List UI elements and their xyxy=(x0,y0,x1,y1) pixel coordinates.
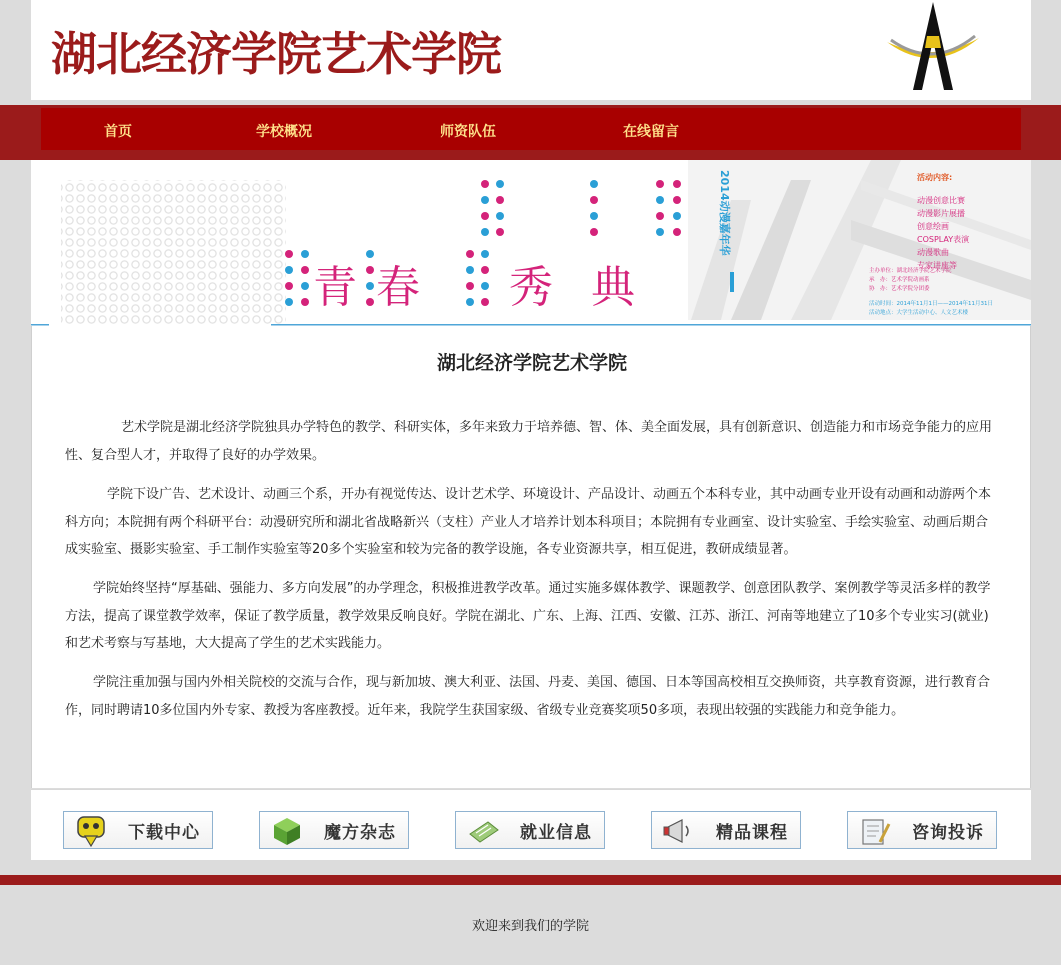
banner-activity-heading: 活动内容: xyxy=(917,173,953,182)
site-header xyxy=(31,0,1031,100)
footer-text: 欢迎来到我们的学院 xyxy=(471,919,589,934)
banner-vertical-title: 2014动漫嘉年华 xyxy=(718,170,731,256)
nav-item-message[interactable]: 在线留言 xyxy=(623,124,679,140)
banner-time: 活动时间：2014年11月1日——2014年11月31日 xyxy=(869,301,993,307)
consult-complaint-button[interactable] xyxy=(847,811,997,849)
nav-item-faculty[interactable]: 师资队伍 xyxy=(440,124,496,140)
banner-activity-5: 动漫歌曲 xyxy=(917,248,949,257)
banner-organizer-1: 主办单位：湖北经济学院艺术学院 xyxy=(869,268,952,274)
banner-activity-3: 创意绘画 xyxy=(917,222,949,231)
banner-organizer-3: 协 办：艺术学院分团委 xyxy=(869,286,930,292)
quality-course-button[interactable] xyxy=(651,811,801,849)
main-nav xyxy=(41,108,1021,150)
document-icon xyxy=(466,814,500,848)
banner-char-3: 秀 xyxy=(509,262,553,313)
banner-char-1: 青 xyxy=(313,262,357,313)
employment-info-button[interactable] xyxy=(455,811,605,849)
magic-cube-icon xyxy=(270,814,304,848)
download-center-label: 下载中心 xyxy=(128,823,200,843)
banner-char-2: 春 xyxy=(376,262,420,313)
banner-place: 活动地点：大学生活动中心、人文艺术楼 xyxy=(869,310,969,316)
school-logo-icon xyxy=(883,0,983,92)
consult-complaint-label: 咨询投诉 xyxy=(912,823,984,843)
quality-course-label: 精品课程 xyxy=(716,823,788,843)
banner-activity-6: 专家讲座等 xyxy=(917,261,957,270)
megaphone-icon xyxy=(662,814,696,848)
content-paragraph: 学院注重加强与国内外相关院校的交流与合作，现与新加坡、澳大利亚、法国、丹麦、美国、德国、日本等国高校相互交换师资，共享教育资源，进行教育合作，同时聘请10多位国内外专家、教授为客座教授。近年来，我院学生获国家级、省级专业竞赛奖项50多项，表现出较强的实践能力和竞争能力。 xyxy=(65,675,991,718)
site-title: 湖北经济学院艺术学院 xyxy=(51,27,501,81)
magic-cube-magazine-button[interactable] xyxy=(259,811,409,849)
main-content xyxy=(31,326,1031,788)
quick-links xyxy=(31,789,1031,860)
banner-organizer-2: 承 办：艺术学院动画系 xyxy=(869,277,930,283)
banner-char-4: 典 xyxy=(591,262,635,313)
download-icon xyxy=(74,814,108,848)
content-paragraph: 学院下设广告、艺术设计、动画三个系，开办有视觉传达、设计艺术学、环境设计、产品设计、动画五个本科专业，其中动画专业开设有动画和动游两个本科方向；本院拥有两个科研平台：动漫研究所和湖北省战略新兴（支柱）产业人才培养计划本科项目；本院拥有专业画室、设计实验室、手绘实验室、动画后期合成实验室、摄影实验室、手工制作实验室等20多个实验室和较为完备的教学设施，各专业资源共享，相互促进，教研成绩显著。 xyxy=(65,487,992,557)
content-paragraph: 艺术学院是湖北经济学院独具办学特色的教学、科研实体，多年来致力于培养德、智、体、美全面发展，具有创新意识、创造能力和市场竞争能力的应用性、复合型人才，并取得了良好的办学效果。 xyxy=(65,420,993,463)
banner-activity-4: COSPLAY表演 xyxy=(917,235,970,244)
banner-graphic xyxy=(31,160,1031,326)
banner-activity-2: 动漫影片展播 xyxy=(917,209,965,218)
content-paragraph: 学院始终坚持“厚基础、强能力、多方向发展”的办学理念，积极推进教学改革。通过实施多媒体教学、课题教学、创意团队教学、案例教学等灵活多样的教学方法，提高了课堂教学效率，保证了教学质量，教学效果反响良好。学院在湖北、广东、上海、江西、安徽、江苏、浙江、河南等地建立了10多个专业实习(就业)和艺术考察与写基地，大大提高了学生的艺术实践能力。 xyxy=(65,581,991,651)
banner xyxy=(31,160,1031,326)
magic-cube-magazine-label: 魔方杂志 xyxy=(324,823,396,843)
content-title: 湖北经济学院艺术学院 xyxy=(436,352,627,374)
nav-item-overview[interactable]: 学校概况 xyxy=(256,124,312,140)
clipboard-pen-icon xyxy=(858,814,892,848)
nav-item-home[interactable]: 首页 xyxy=(104,124,132,140)
banner-activity-1: 动漫创意比赛 xyxy=(917,196,965,205)
employment-info-label: 就业信息 xyxy=(520,823,592,843)
footer-bar xyxy=(0,875,1061,885)
download-center-button[interactable] xyxy=(63,811,213,849)
